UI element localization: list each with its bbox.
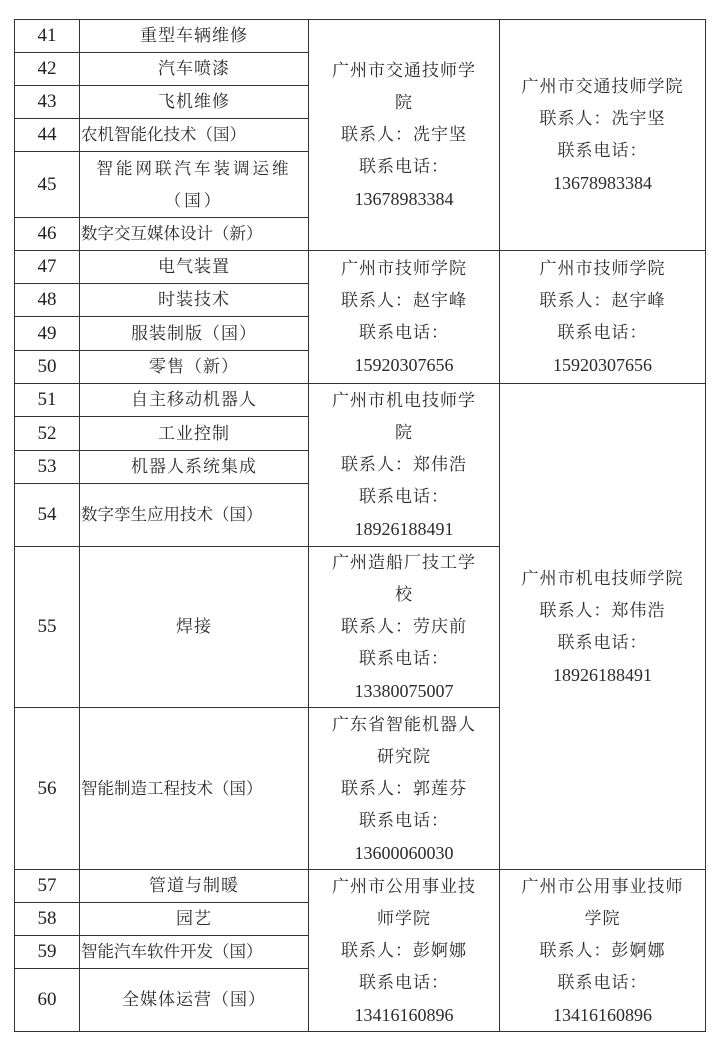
organizer-cell bbox=[500, 870, 706, 1032]
major-name: 电气装置 bbox=[80, 251, 309, 284]
host-unit-cell bbox=[309, 251, 500, 384]
phone-label: 联系电话： bbox=[359, 487, 449, 507]
phone-number: 13678983384 bbox=[354, 189, 454, 209]
row-number: 45 bbox=[15, 152, 80, 218]
row-number: 41 bbox=[15, 20, 80, 53]
phone-label: 联系电话： bbox=[557, 972, 648, 993]
host-unit-name: 广州造船厂技工学 bbox=[332, 553, 476, 573]
row-number: 42 bbox=[15, 53, 80, 86]
contact-person: 联系人：彭婀娜 bbox=[539, 940, 666, 961]
host-unit-name-cont: 研究院 bbox=[377, 746, 431, 767]
row-number: 57 bbox=[15, 870, 80, 903]
phone-number: 15920307656 bbox=[553, 355, 652, 375]
row-number: 55 bbox=[15, 547, 80, 708]
major-name: 数字交互媒体设计（新） bbox=[80, 218, 309, 251]
major-name: 机器人系统集成 bbox=[80, 451, 309, 484]
host-unit-name-cont: 师学院 bbox=[377, 908, 431, 929]
row-number: 43 bbox=[15, 86, 80, 119]
phone-label: 联系电话： bbox=[557, 323, 648, 343]
host-unit-name-cont: 校 bbox=[395, 585, 413, 605]
organizer-name: 广州市技师学院 bbox=[539, 259, 666, 279]
major-name: 飞机维修 bbox=[80, 86, 309, 119]
row-number: 48 bbox=[15, 284, 80, 317]
phone-label: 联系电话： bbox=[359, 649, 449, 669]
major-name: 服装制版（国） bbox=[80, 317, 309, 351]
host-unit-name: 广州市机电技师学 bbox=[332, 391, 476, 411]
contact-person: 联系人：赵宇峰 bbox=[539, 291, 666, 311]
organizer-name: 广州市公用事业技师 bbox=[521, 876, 684, 897]
host-unit-name: 广州市技师学院 bbox=[341, 259, 467, 279]
contact-person: 联系人：劳庆前 bbox=[341, 617, 467, 637]
host-unit-name: 广东省智能机器人 bbox=[332, 714, 476, 735]
row-number: 60 bbox=[15, 969, 80, 1032]
major-name: 管道与制暖 bbox=[80, 870, 309, 903]
phone-label: 联系电话： bbox=[557, 141, 648, 161]
major-name: 全媒体运营（国） bbox=[80, 969, 309, 1032]
row-number: 44 bbox=[15, 119, 80, 152]
contact-person: 联系人：冼宇坚 bbox=[539, 109, 666, 129]
host-unit-cell bbox=[309, 384, 500, 547]
organizer-name: 广州市机电技师学院 bbox=[521, 568, 684, 589]
host-unit-name-cont: 院 bbox=[395, 93, 413, 113]
phone-number: 13416160896 bbox=[354, 1004, 454, 1025]
phone-label: 联系电话： bbox=[359, 972, 449, 993]
table-row bbox=[15, 384, 706, 417]
major-name: 智能制造工程技术（国） bbox=[80, 708, 309, 870]
row-number: 46 bbox=[15, 218, 80, 251]
host-unit-cell bbox=[309, 870, 500, 1032]
phone-number: 15920307656 bbox=[354, 355, 454, 375]
host-unit-cell bbox=[309, 547, 500, 708]
major-name: 焊接 bbox=[80, 547, 309, 708]
phone-label: 联系电话： bbox=[359, 157, 449, 177]
phone-label: 联系电话： bbox=[359, 810, 449, 831]
phone-label: 联系电话： bbox=[359, 323, 449, 343]
row-number: 51 bbox=[15, 384, 80, 417]
row-number: 52 bbox=[15, 417, 80, 451]
contact-person: 联系人：郭莲芬 bbox=[341, 778, 467, 799]
row-number: 53 bbox=[15, 451, 80, 484]
major-name: 时装技术 bbox=[80, 284, 309, 317]
major-name: 园艺 bbox=[80, 903, 309, 936]
phone-number: 18926188491 bbox=[553, 664, 652, 685]
table-row bbox=[15, 870, 706, 903]
major-name: 数字孪生应用技术（国） bbox=[80, 484, 309, 547]
row-number: 58 bbox=[15, 903, 80, 936]
organizer-cell bbox=[500, 384, 706, 870]
phone-number: 13380075007 bbox=[354, 681, 454, 701]
row-number: 47 bbox=[15, 251, 80, 284]
phone-number: 13678983384 bbox=[553, 173, 652, 193]
host-unit-cell bbox=[309, 20, 500, 251]
organizer-cell bbox=[500, 20, 706, 251]
phone-number: 13600060030 bbox=[354, 842, 454, 863]
major-name: 零售（新） bbox=[80, 351, 309, 384]
major-name: 汽车喷漆 bbox=[80, 53, 309, 86]
host-unit-name: 广州市交通技师学 bbox=[332, 61, 476, 81]
host-unit-name: 广州市公用事业技 bbox=[332, 876, 476, 897]
table-row bbox=[15, 251, 706, 284]
contact-person: 联系人：彭婀娜 bbox=[341, 940, 467, 961]
phone-number: 13416160896 bbox=[553, 1004, 652, 1025]
organizer-name: 广州市交通技师学院 bbox=[521, 77, 684, 97]
row-number: 54 bbox=[15, 484, 80, 547]
organizer-name-cont: 学院 bbox=[584, 908, 621, 929]
row-number: 50 bbox=[15, 351, 80, 384]
row-number: 49 bbox=[15, 317, 80, 351]
contact-person: 联系人：冼宇坚 bbox=[341, 125, 467, 145]
major-name: 智能网联汽车装调运维（国） bbox=[80, 152, 309, 218]
major-name: 工业控制 bbox=[80, 417, 309, 451]
major-name: 重型车辆维修 bbox=[80, 20, 309, 53]
table-row bbox=[15, 20, 706, 53]
phone-number: 18926188491 bbox=[354, 519, 454, 539]
contact-person: 联系人：郑伟浩 bbox=[341, 455, 467, 475]
competition-projects-table bbox=[14, 19, 706, 1032]
contact-person: 联系人：郑伟浩 bbox=[539, 600, 666, 621]
contact-person: 联系人：赵宇峰 bbox=[341, 291, 467, 311]
host-unit-name-cont: 院 bbox=[395, 423, 413, 443]
row-number: 56 bbox=[15, 708, 80, 870]
host-unit-cell bbox=[309, 708, 500, 870]
phone-label: 联系电话： bbox=[557, 632, 648, 653]
major-name: 农机智能化技术（国） bbox=[80, 119, 309, 152]
organizer-cell bbox=[500, 251, 706, 384]
row-number: 59 bbox=[15, 936, 80, 969]
major-name: 智能汽车软件开发（国） bbox=[80, 936, 309, 969]
major-name: 自主移动机器人 bbox=[80, 384, 309, 417]
